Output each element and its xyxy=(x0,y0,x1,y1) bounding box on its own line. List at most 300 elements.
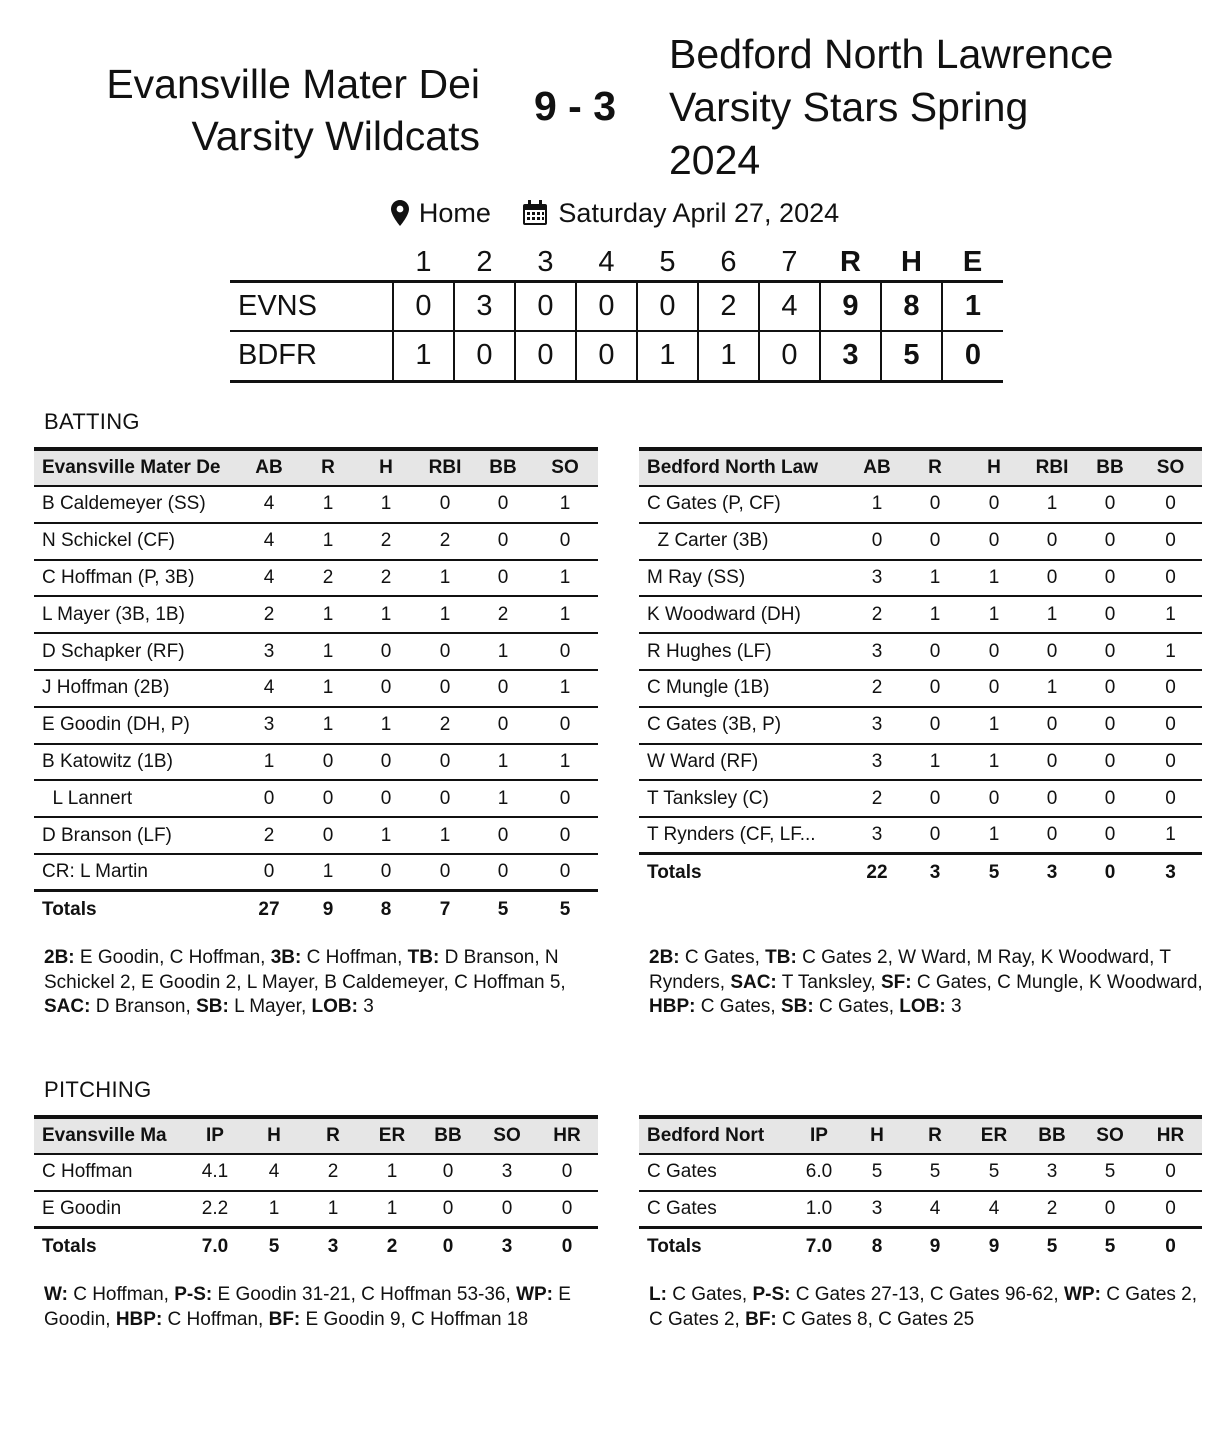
inning-score: 1 xyxy=(393,331,454,381)
player-name: B Katowitz (1B) xyxy=(34,744,238,781)
pitching-notes-home xyxy=(649,1283,1204,1332)
note-text: C Gates 27-13, C Gates 96-62, xyxy=(790,1284,1064,1305)
player-row xyxy=(34,1154,598,1191)
player-row xyxy=(34,670,598,707)
stat-cell: 0 xyxy=(965,633,1023,670)
note-text: C Gates, xyxy=(679,947,766,968)
stat-cell: 0 xyxy=(474,707,532,744)
player-row xyxy=(34,744,598,781)
stat-cell: 1 xyxy=(356,817,416,854)
player-row xyxy=(639,596,1202,633)
stat-cell: 1 xyxy=(300,670,356,707)
player-row xyxy=(639,633,1202,670)
stat-cell: 1 xyxy=(532,744,598,781)
inning-score: 4 xyxy=(759,281,820,331)
pitching-section-title: PITCHING xyxy=(44,1077,152,1102)
stat-header-row xyxy=(639,1117,1202,1154)
batting-notes-away xyxy=(44,946,599,1020)
inning-score: 2 xyxy=(698,281,759,331)
note-text: 3 xyxy=(945,996,962,1017)
inning-header: 6 xyxy=(720,245,737,278)
stat-cell: 0 xyxy=(905,670,965,707)
stat-cell: 0 xyxy=(474,523,532,560)
stat-cell: 0 xyxy=(536,1154,598,1191)
stat-cell: 0 xyxy=(965,670,1023,707)
stat-cell: 0 xyxy=(1139,523,1202,560)
player-row xyxy=(639,1154,1202,1191)
linescore-table xyxy=(230,245,1003,383)
inning-header: 3 xyxy=(537,245,554,278)
note-label: LOB: xyxy=(899,996,946,1017)
stat-cell: 4 xyxy=(965,1191,1023,1228)
stat-cell: 0 xyxy=(1081,780,1139,817)
player-name: C Gates (3B, P) xyxy=(639,707,849,744)
note-label: L: xyxy=(649,1284,667,1305)
stat-cell: 0 xyxy=(965,523,1023,560)
stat-column-header: SO xyxy=(532,449,598,486)
player-row xyxy=(639,707,1202,744)
stat-column-header: ER xyxy=(366,1117,418,1154)
stat-cell: 2 xyxy=(238,817,300,854)
player-name: C Gates xyxy=(639,1191,789,1228)
stat-cell: 0 xyxy=(416,670,474,707)
totals-row xyxy=(639,1228,1202,1265)
stat-column-header: AB xyxy=(849,449,905,486)
stat-cell: 0 xyxy=(418,1191,478,1228)
stat-cell: 0 xyxy=(1023,560,1081,597)
game-date xyxy=(522,196,839,230)
stat-cell: 0 xyxy=(356,670,416,707)
totals-label: Totals xyxy=(639,1228,789,1265)
stat-column-header: H xyxy=(965,449,1023,486)
player-row xyxy=(34,523,598,560)
totals-cell: 0 xyxy=(536,1228,598,1265)
batting-notes-home xyxy=(649,946,1204,1020)
stat-cell: 0 xyxy=(356,744,416,781)
home-team-name-line3: 2024 xyxy=(669,137,761,183)
batting-section-title: BATTING xyxy=(44,409,140,434)
team-column-header: Bedford Nort xyxy=(639,1117,789,1154)
errors-total: 0 xyxy=(942,331,1003,381)
inning-header: 2 xyxy=(476,245,493,278)
inning-header: 7 xyxy=(781,245,798,278)
stat-cell: 4 xyxy=(238,560,300,597)
inning-score: 0 xyxy=(759,331,820,381)
stat-cell: 0 xyxy=(1081,486,1139,523)
errors-total: 1 xyxy=(942,281,1003,331)
stat-cell: 0 xyxy=(1139,744,1202,781)
runs-header: R xyxy=(840,245,861,278)
stat-cell: 0 xyxy=(300,744,356,781)
stat-column-header: RBI xyxy=(1023,449,1081,486)
inning-score: 0 xyxy=(515,331,576,381)
stat-cell: 0 xyxy=(1139,1154,1202,1191)
totals-cell: 3 xyxy=(905,854,965,891)
stat-cell: 1 xyxy=(300,523,356,560)
stat-cell: 2 xyxy=(474,596,532,633)
linescore-header-row xyxy=(230,245,1003,281)
stat-cell: 1 xyxy=(1139,596,1202,633)
inning-score: 0 xyxy=(576,331,637,381)
totals-cell: 3 xyxy=(1023,854,1081,891)
game-header xyxy=(0,28,1230,188)
inning-score: 0 xyxy=(393,281,454,331)
stat-cell: 0 xyxy=(1081,596,1139,633)
stat-cell: 0 xyxy=(1139,486,1202,523)
stat-column-header: R xyxy=(300,449,356,486)
stat-cell: 1 xyxy=(474,744,532,781)
stat-cell: 2 xyxy=(356,560,416,597)
stat-cell: 0 xyxy=(532,780,598,817)
player-row xyxy=(639,1191,1202,1228)
note-text: C Hoffman, xyxy=(67,1284,175,1305)
totals-cell: 7.0 xyxy=(789,1228,849,1265)
stat-column-header: HR xyxy=(1139,1117,1202,1154)
pitching-notes-away xyxy=(44,1283,599,1332)
stat-cell: 1 xyxy=(300,1191,366,1228)
location-label: Home xyxy=(418,198,491,228)
stat-cell: 1 xyxy=(474,780,532,817)
stat-cell: 1 xyxy=(1023,596,1081,633)
player-row xyxy=(34,707,598,744)
stat-cell: 0 xyxy=(1023,523,1081,560)
stat-cell: 4 xyxy=(238,670,300,707)
game-meta xyxy=(0,196,1230,234)
stat-cell: 2 xyxy=(356,523,416,560)
note-label: SAC: xyxy=(44,996,91,1017)
stat-cell: 0 xyxy=(416,486,474,523)
totals-cell: 0 xyxy=(418,1228,478,1265)
date-label: Saturday April 27, 2024 xyxy=(558,198,840,228)
stat-cell: 0 xyxy=(418,1154,478,1191)
player-row xyxy=(34,854,598,891)
stat-cell: 2 xyxy=(300,1154,366,1191)
note-label: LOB: xyxy=(311,996,358,1017)
stat-cell: 3 xyxy=(238,707,300,744)
stat-cell: 5 xyxy=(849,1154,905,1191)
stat-cell: 1 xyxy=(416,596,474,633)
stat-cell: 0 xyxy=(532,817,598,854)
runs-total: 3 xyxy=(820,331,881,381)
stat-column-header: IP xyxy=(182,1117,248,1154)
note-text: D Branson, xyxy=(90,996,197,1017)
totals-cell: 9 xyxy=(300,891,356,928)
note-text: E Goodin 9, C Hoffman 18 xyxy=(300,1308,529,1330)
stat-column-header: H xyxy=(356,449,416,486)
stat-cell: 4 xyxy=(248,1154,300,1191)
stat-cell: 0 xyxy=(1023,707,1081,744)
player-name: Z Carter (3B) xyxy=(639,523,849,560)
away-team-name xyxy=(106,58,480,162)
stat-cell: 0 xyxy=(416,854,474,891)
stat-cell: 0 xyxy=(532,523,598,560)
stat-cell: 0 xyxy=(416,780,474,817)
totals-cell: 5 xyxy=(474,891,532,928)
stat-cell: 0 xyxy=(1081,1191,1139,1228)
totals-label: Totals xyxy=(639,854,849,891)
player-name: C Hoffman (P, 3B) xyxy=(34,560,238,597)
stat-cell: 4.1 xyxy=(182,1154,248,1191)
note-text: 3 xyxy=(357,996,374,1017)
note-text: L Mayer, xyxy=(228,996,312,1017)
player-row xyxy=(639,486,1202,523)
player-name: C Hoffman xyxy=(34,1154,182,1191)
player-name: W Ward (RF) xyxy=(639,744,849,781)
stat-cell: 0 xyxy=(905,707,965,744)
player-row xyxy=(34,780,598,817)
note-label: SB: xyxy=(780,996,814,1017)
stat-cell: 0 xyxy=(474,670,532,707)
note-label: WP: xyxy=(1064,1284,1101,1305)
note-label: SB: xyxy=(196,996,229,1017)
totals-label: Totals xyxy=(34,891,238,928)
player-name: T Tanksley (C) xyxy=(639,780,849,817)
stat-cell: 0 xyxy=(965,780,1023,817)
note-text: T Tanksley, xyxy=(776,971,881,993)
stat-cell: 3 xyxy=(849,707,905,744)
inning-score: 0 xyxy=(515,281,576,331)
inning-score: 1 xyxy=(698,331,759,381)
stat-column-header: R xyxy=(905,1117,965,1154)
stat-cell: 2.2 xyxy=(182,1191,248,1228)
stat-cell: 0 xyxy=(1023,633,1081,670)
stat-cell: 3 xyxy=(238,633,300,670)
stat-cell: 0 xyxy=(849,523,905,560)
stat-cell: 1 xyxy=(532,486,598,523)
note-text: C Gates, C Mungle, K Woodward, xyxy=(911,971,1203,993)
note-label: HBP: xyxy=(115,1308,163,1330)
stat-cell: 1 xyxy=(965,560,1023,597)
stat-cell: 1 xyxy=(965,596,1023,633)
player-row xyxy=(639,744,1202,781)
player-name: N Schickel (CF) xyxy=(34,523,238,560)
note-label: BF: xyxy=(268,1308,301,1330)
player-name: C Gates xyxy=(639,1154,789,1191)
totals-cell: 5 xyxy=(532,891,598,928)
totals-cell: 0 xyxy=(1139,1228,1202,1265)
stat-cell: 1 xyxy=(1023,486,1081,523)
stat-cell: 3 xyxy=(478,1154,536,1191)
player-row xyxy=(34,817,598,854)
totals-cell: 5 xyxy=(1023,1228,1081,1265)
away-team-name-line2: Varsity Wildcats xyxy=(191,113,480,159)
stat-cell: 1.0 xyxy=(789,1191,849,1228)
stat-cell: 1 xyxy=(238,744,300,781)
stat-cell: 0 xyxy=(1081,670,1139,707)
note-text: E Goodin 31-21, C Hoffman 53-36, xyxy=(212,1284,517,1305)
stat-cell: 2 xyxy=(416,523,474,560)
note-label: SAC: xyxy=(730,971,777,993)
player-name: C Mungle (1B) xyxy=(639,670,849,707)
totals-cell: 22 xyxy=(849,854,905,891)
player-name: L Mayer (3B, 1B) xyxy=(34,596,238,633)
stat-cell: 0 xyxy=(1139,707,1202,744)
note-text: C Gates 8, C Gates 25 xyxy=(776,1308,975,1330)
stat-cell: 0 xyxy=(905,523,965,560)
stat-cell: 1 xyxy=(474,633,532,670)
stat-cell: 0 xyxy=(532,854,598,891)
away-team-name-line1: Evansville Mater Dei xyxy=(106,61,480,107)
player-row xyxy=(34,486,598,523)
stat-cell: 3 xyxy=(849,817,905,854)
note-label: 3B: xyxy=(270,947,302,968)
stat-cell: 1 xyxy=(356,707,416,744)
stat-cell: 0 xyxy=(474,560,532,597)
location xyxy=(391,196,491,230)
inning-header: 4 xyxy=(598,245,615,278)
stat-cell: 1 xyxy=(356,596,416,633)
stat-column-header: SO xyxy=(1081,1117,1139,1154)
player-name: R Hughes (LF) xyxy=(639,633,849,670)
stat-cell: 1 xyxy=(532,596,598,633)
stat-cell: 0 xyxy=(905,633,965,670)
errors-header: E xyxy=(962,245,983,278)
totals-row xyxy=(34,1228,598,1265)
stat-cell: 1 xyxy=(1139,633,1202,670)
note-text: E Goodin, xyxy=(44,1284,571,1330)
note-text: C Gates, xyxy=(813,996,900,1017)
stat-cell: 0 xyxy=(474,486,532,523)
stat-cell: 0 xyxy=(356,854,416,891)
totals-cell: 8 xyxy=(356,891,416,928)
stat-column-header: HR xyxy=(536,1117,598,1154)
stat-cell: 0 xyxy=(300,780,356,817)
stat-cell: 0 xyxy=(1081,523,1139,560)
totals-cell: 9 xyxy=(965,1228,1023,1265)
pitching-table-home xyxy=(639,1115,1202,1264)
stat-cell: 0 xyxy=(905,780,965,817)
player-name: D Branson (LF) xyxy=(34,817,238,854)
stat-cell: 0 xyxy=(532,633,598,670)
player-row xyxy=(639,560,1202,597)
team-column-header: Evansville Ma xyxy=(34,1117,182,1154)
stat-cell: 1 xyxy=(532,670,598,707)
stat-cell: 0 xyxy=(1081,633,1139,670)
stat-cell: 0 xyxy=(1139,1191,1202,1228)
player-row xyxy=(34,1191,598,1228)
stat-cell: 3 xyxy=(1023,1154,1081,1191)
stat-cell: 0 xyxy=(356,780,416,817)
stat-cell: 0 xyxy=(300,817,356,854)
stat-column-header: BB xyxy=(1081,449,1139,486)
stat-cell: 5 xyxy=(1081,1154,1139,1191)
stat-cell: 1 xyxy=(965,707,1023,744)
stat-cell: 5 xyxy=(965,1154,1023,1191)
stat-cell: 1 xyxy=(849,486,905,523)
totals-cell: 7.0 xyxy=(182,1228,248,1265)
stat-column-header: BB xyxy=(418,1117,478,1154)
player-name: E Goodin xyxy=(34,1191,182,1228)
stat-cell: 1 xyxy=(416,560,474,597)
player-row xyxy=(639,780,1202,817)
stat-column-header: H xyxy=(849,1117,905,1154)
linescore-team: BDFR xyxy=(230,331,393,381)
stat-cell: 2 xyxy=(849,596,905,633)
player-name: T Rynders (CF, LF... xyxy=(639,817,849,854)
stat-cell: 1 xyxy=(248,1191,300,1228)
inning-score: 3 xyxy=(454,281,515,331)
inning-header: 1 xyxy=(415,245,432,278)
stat-cell: 0 xyxy=(1023,817,1081,854)
stat-cell: 1 xyxy=(416,817,474,854)
hits-header: H xyxy=(901,245,922,278)
stat-cell: 0 xyxy=(474,817,532,854)
player-name: E Goodin (DH, P) xyxy=(34,707,238,744)
totals-cell: 0 xyxy=(1081,854,1139,891)
stat-cell: 0 xyxy=(532,707,598,744)
linescore-row-away xyxy=(230,281,1003,331)
totals-cell: 5 xyxy=(1081,1228,1139,1265)
player-row xyxy=(639,523,1202,560)
stat-cell: 1 xyxy=(965,817,1023,854)
note-text: C Hoffman, xyxy=(162,1308,269,1330)
stat-cell: 4 xyxy=(238,523,300,560)
linescore-team: EVNS xyxy=(230,281,393,331)
player-name: J Hoffman (2B) xyxy=(34,670,238,707)
note-label: P-S: xyxy=(174,1284,213,1305)
note-label: SF: xyxy=(880,971,912,993)
home-team-name-line1: Bedford North Lawrence xyxy=(669,31,1114,77)
inning-score: 0 xyxy=(454,331,515,381)
stat-column-header: R xyxy=(300,1117,366,1154)
totals-cell: 2 xyxy=(366,1228,418,1265)
inning-score: 0 xyxy=(576,281,637,331)
stat-cell: 2 xyxy=(416,707,474,744)
stat-cell: 2 xyxy=(238,596,300,633)
stat-cell: 0 xyxy=(1081,560,1139,597)
stat-column-header: BB xyxy=(1023,1117,1081,1154)
stat-cell: 3 xyxy=(849,560,905,597)
batting-table-away xyxy=(34,447,598,928)
stat-cell: 1 xyxy=(300,486,356,523)
inning-score: 1 xyxy=(637,331,698,381)
note-text: D Branson, N Schickel 2, E Goodin 2, L Mayer, B Caldemeyer, C Hoffman 5, xyxy=(44,947,566,993)
hits-total: 8 xyxy=(881,281,942,331)
map-pin-icon xyxy=(391,200,409,226)
totals-cell: 5 xyxy=(965,854,1023,891)
stat-cell: 4 xyxy=(238,486,300,523)
pitching-table-away xyxy=(34,1115,598,1264)
stat-cell: 1 xyxy=(905,560,965,597)
stat-cell: 0 xyxy=(1023,780,1081,817)
player-row xyxy=(34,596,598,633)
stat-cell: 1 xyxy=(300,707,356,744)
stat-cell: 3 xyxy=(849,744,905,781)
note-label: HBP: xyxy=(649,996,696,1017)
totals-cell: 5 xyxy=(248,1228,300,1265)
stat-column-header: ER xyxy=(965,1117,1023,1154)
stat-cell: 2 xyxy=(300,560,356,597)
player-name: K Woodward (DH) xyxy=(639,596,849,633)
note-label: BF: xyxy=(745,1308,777,1330)
stat-cell: 1 xyxy=(1139,817,1202,854)
note-label: P-S: xyxy=(752,1284,791,1305)
team-column-header: Evansville Mater De xyxy=(34,449,238,486)
stat-column-header: H xyxy=(248,1117,300,1154)
stat-cell: 1 xyxy=(532,560,598,597)
totals-cell: 3 xyxy=(300,1228,366,1265)
stat-cell: 0 xyxy=(536,1191,598,1228)
stat-cell: 4 xyxy=(905,1191,965,1228)
note-text: C Gates, xyxy=(695,996,781,1017)
player-name: B Caldemeyer (SS) xyxy=(34,486,238,523)
stat-cell: 1 xyxy=(366,1154,418,1191)
stat-cell: 2 xyxy=(1023,1191,1081,1228)
player-name: M Ray (SS) xyxy=(639,560,849,597)
note-label: 2B: xyxy=(44,947,75,968)
stat-cell: 0 xyxy=(1081,744,1139,781)
stat-cell: 0 xyxy=(1081,707,1139,744)
